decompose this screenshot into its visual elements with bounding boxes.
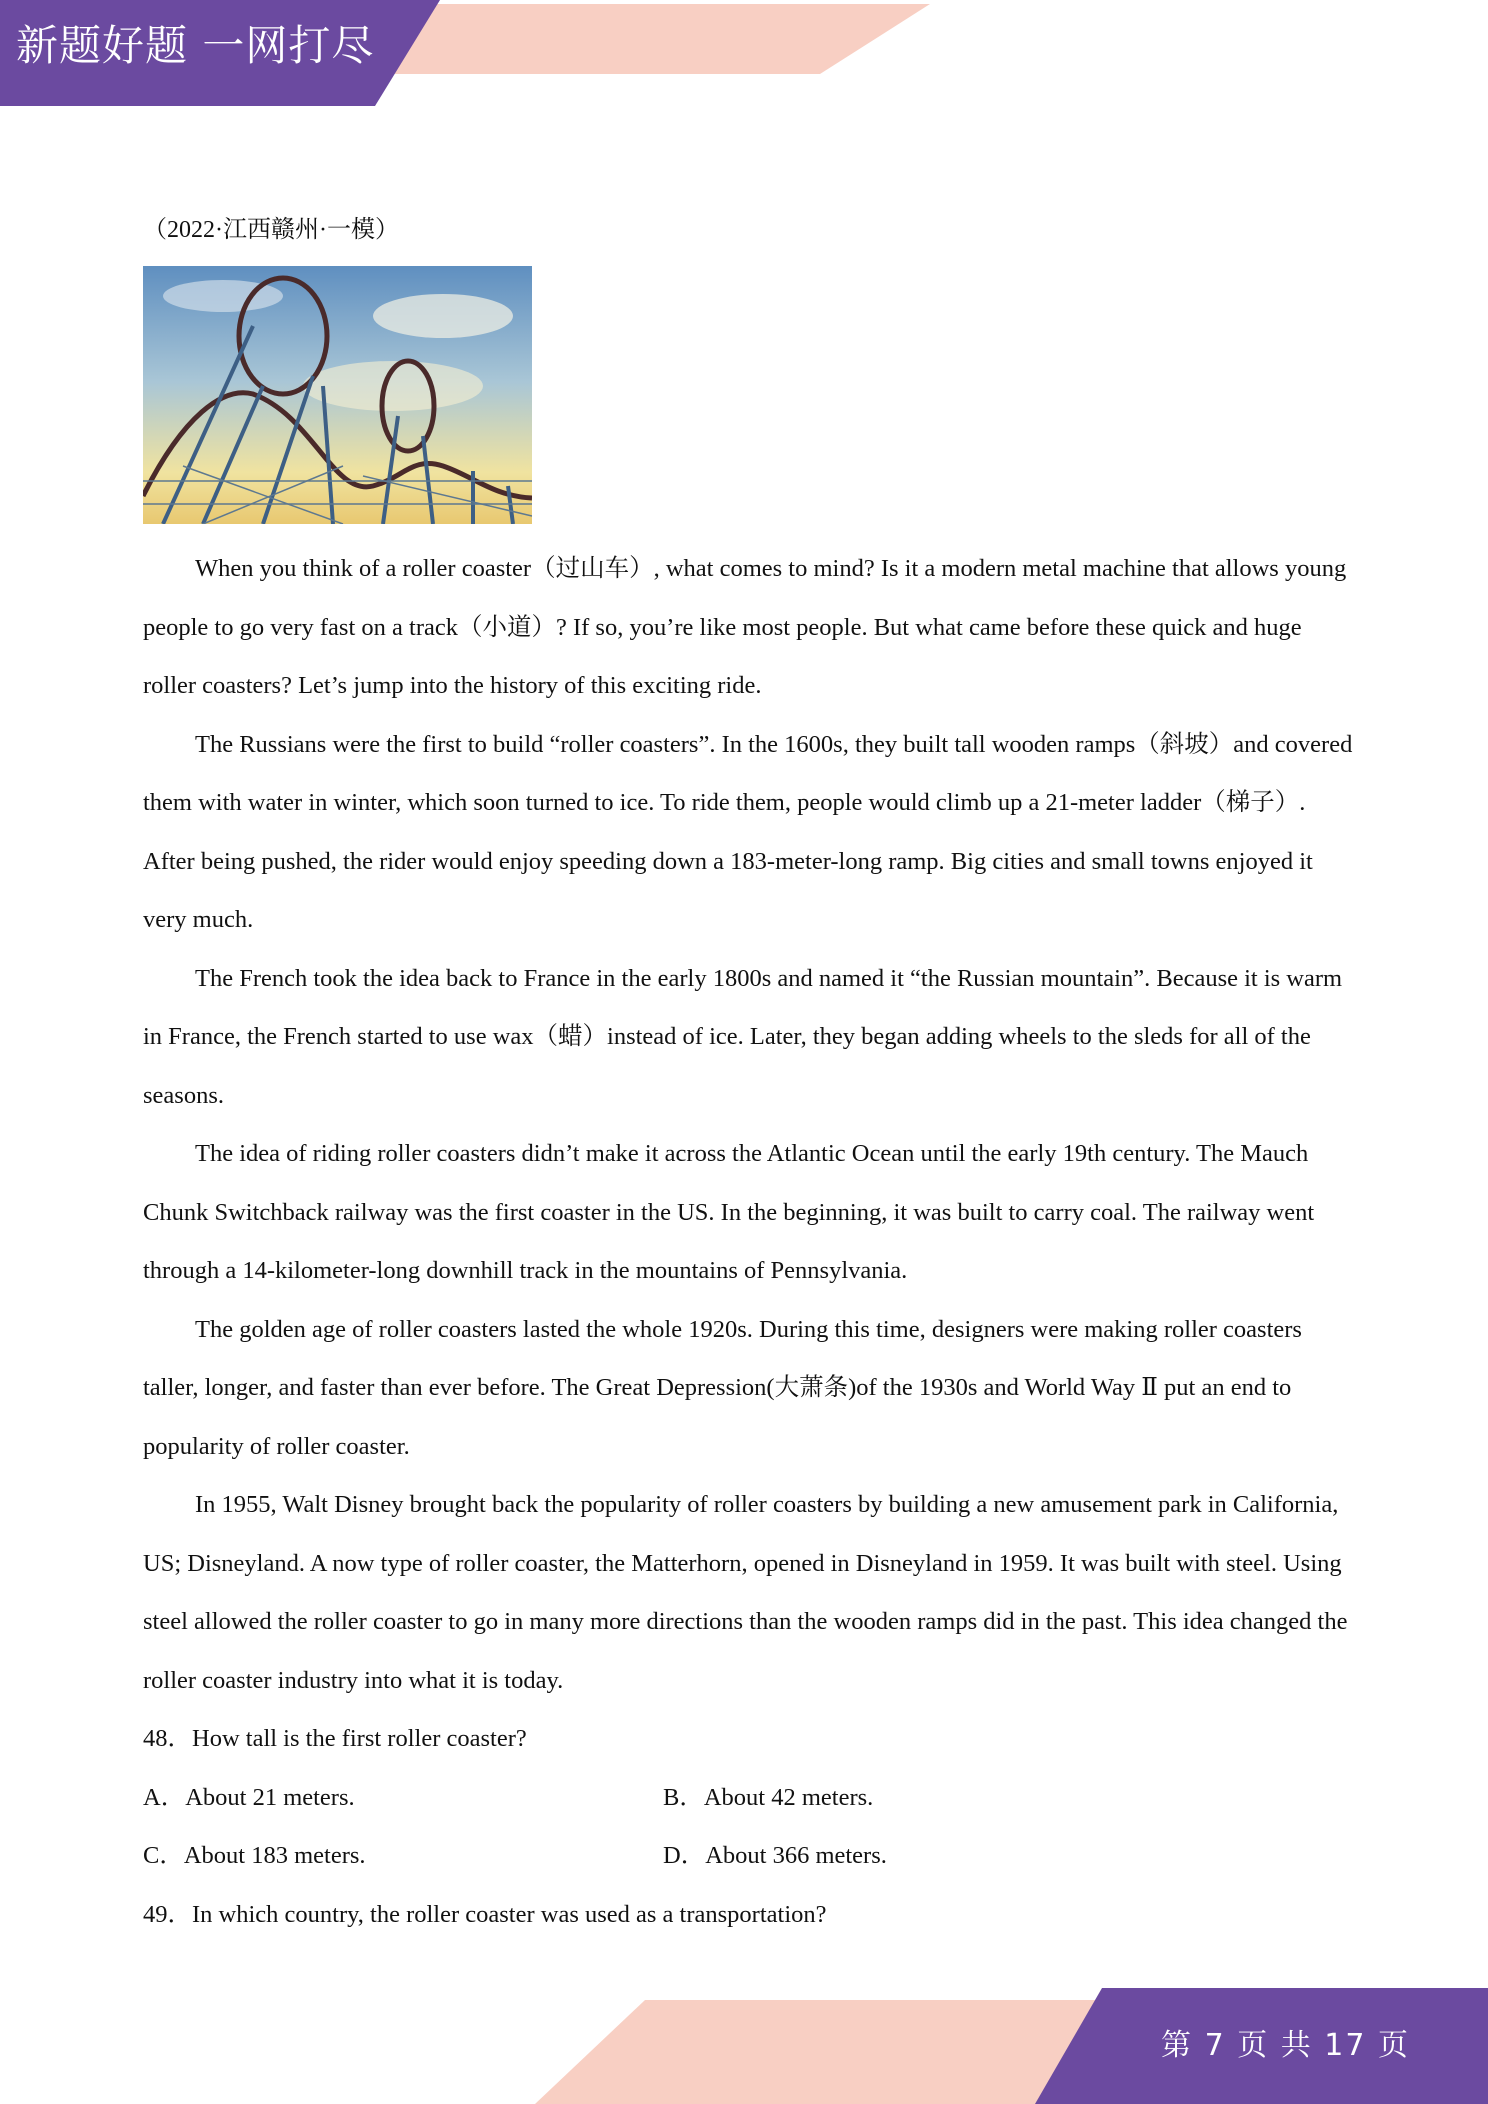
paragraph-2: The Russians were the first to build “roller coasters”. In the 1600s, they built tall wooden ramps（斜坡）and covered them with water in winter, which soon turned to ice. To ride them, people would climb up a 21-meter ladder（梯子）. After being pushed, the rider would enjoy speeding down a 183-meter-long ramp. Big cities and small towns enjoyed it very much.	[143, 730, 1353, 933]
paragraph-6: In 1955, Walt Disney brought back the popularity of roller coasters by building a new amusement park in California, US; Disneyland. A now type of roller coaster, the Matterhorn, opened in Disneyland in 1959. It was built with steel. Using steel allowed the roller coaster to go in many more directions than the wooden ramps did in the past. This idea changed the roller coaster industry into what it is today.	[143, 1491, 1348, 1694]
question-49: 49．In which country, the roller coaster was used as a transportation?	[143, 1900, 827, 1928]
question-48: 48．How tall is the first roller coaster?	[143, 1725, 527, 1752]
option-d: D．About 366 meters.	[663, 1842, 887, 1869]
option-b: B．About 42 meters.	[663, 1783, 874, 1811]
roller-coaster-photo	[143, 266, 532, 524]
paragraph-5: The golden age of roller coasters lasted the whole 1920s. During this time, designers were making roller coasters taller, longer, and faster than ever before. The Great Depression(大萧条)of the 1930s and World Way Ⅱ put an end to popularity of roller coaster.	[143, 1315, 1302, 1460]
question-source: （2022·江西赣州·一模）	[143, 217, 399, 243]
option-c: C．About 183 meters.	[143, 1842, 366, 1869]
option-a: A．About 21 meters.	[143, 1783, 355, 1811]
header-title: 新题好题 一网打尽	[16, 21, 375, 70]
page-number: 第 7 页 共 17 页	[1161, 2028, 1410, 2063]
paragraph-3: The French took the idea back to France in the early 1800s and named it “the Russian mountain”. Because it is warm in France, the French started to use wax（蜡）instead of ice. Later, they began adding wheels to the sleds for all of the seasons.	[143, 964, 1343, 1109]
paragraph-4: The idea of riding roller coasters didn’t make it across the Atlantic Ocean until the early 19th century. The Mauch Chunk Switchback railway was the first coaster in the US. In the beginning, it was built to carry coal. The railway went through a 14-kilometer-long downhill track in the mountains of Pennsylvania.	[143, 1140, 1315, 1284]
passage	[143, 540, 1353, 1944]
paragraph-1: When you think of a roller coaster（过山车）, what comes to mind? Is it a modern metal machine that allows young people to go very fast on a track（小道）? If so, you’re like most people. But what came before these quick and huge roller coasters? Let’s jump into the history of this exciting ride.	[143, 555, 1347, 699]
question-48-options	[143, 1769, 1353, 1886]
